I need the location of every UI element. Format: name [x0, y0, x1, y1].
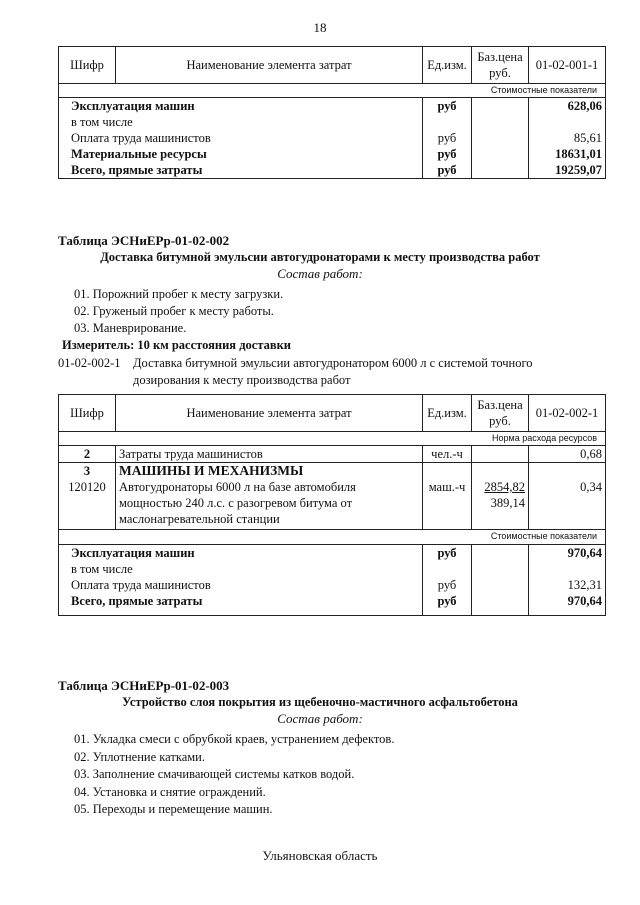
- row-name: Автогудронаторы 6000 л на базе автомобиля мощностью 240 л.с. с разогревом битума от маслонагревательной станции: [116, 479, 423, 530]
- operator-pay-label: Оплата труда машинистов: [59, 577, 423, 593]
- work-item: 02. Груженый пробег к месту работы.: [74, 304, 274, 318]
- section-heading-003: Устройство слоя покрытия из щебеночно-мастичного асфальтобетона: [122, 695, 518, 709]
- table-01-02-001: [58, 46, 606, 179]
- table-01-02-002: [58, 394, 606, 616]
- row-unit: чел.-ч: [423, 446, 472, 463]
- col-header-item-code: 01-02-001-1: [529, 47, 606, 84]
- machine-operation-label: Эксплуатация машин: [59, 98, 423, 115]
- item-code: 01-02-002-1: [58, 356, 121, 370]
- work-item: 04. Установка и снятие ограждений.: [74, 785, 266, 799]
- work-item: 01. Укладка смеси с обрубкой краев, устранением дефектов.: [74, 732, 395, 746]
- col-header-name: Наименование элемента затрат: [116, 395, 423, 432]
- work-item: 05. Переходы и перемещение машин.: [74, 802, 273, 816]
- total-direct-unit: руб: [423, 593, 472, 616]
- machine-operation-label: Эксплуатация машин: [59, 545, 423, 562]
- material-resources-label: Материальные ресурсы: [59, 146, 423, 162]
- cost-indicators-label: Стоимостные показатели: [59, 84, 606, 98]
- footer-region: Ульяновская область: [262, 848, 378, 863]
- table-title-002: Таблица ЭСНиЕРр-01-02-002: [58, 233, 230, 248]
- row-code: 120120: [59, 479, 116, 530]
- measure-label: Измеритель: 10 км расстояния доставки: [62, 338, 292, 352]
- total-direct-value: 970,64: [529, 593, 606, 616]
- operator-pay-value: 132,31: [529, 577, 606, 593]
- total-direct-label: Всего, прямые затраты: [59, 593, 423, 616]
- col-header-base-price: Баз.цена руб.: [472, 47, 529, 84]
- row-value: 0,68: [529, 446, 606, 463]
- col-header-name: Наименование элемента затрат: [116, 47, 423, 84]
- machine-operation-unit: руб: [423, 545, 472, 562]
- work-item: 02. Уплотнение катками.: [74, 750, 205, 764]
- total-direct-label: Всего, прямые затраты: [59, 162, 423, 179]
- col-header-code: Шифр: [59, 395, 116, 432]
- work-item: 03. Заполнение смачивающей системы катков водой.: [74, 767, 355, 781]
- row-code: 2: [59, 446, 116, 463]
- machine-operation-value: 628,06: [529, 98, 606, 115]
- material-resources-unit: руб: [423, 146, 472, 162]
- work-item: 03. Маневрирование.: [74, 321, 187, 335]
- col-header-unit: Ед.изм.: [423, 47, 472, 84]
- section-heading-002: Доставка битумной эмульсии автогудронаторами к месту производства работ: [100, 250, 540, 264]
- col-header-code: Шифр: [59, 47, 116, 84]
- item-description-line2: дозирования к месту производства работ: [133, 373, 351, 387]
- row-unit: маш.-ч: [423, 479, 472, 530]
- operator-pay-unit: руб: [423, 130, 472, 146]
- work-item: 01. Порожний пробег к месту загрузки.: [74, 287, 284, 301]
- incl-label: в том числе: [59, 561, 423, 577]
- row-code: 3: [59, 463, 116, 480]
- machine-operation-unit: руб: [423, 98, 472, 115]
- composition-label-003: Состав работ:: [277, 711, 363, 726]
- base-price-wage: 389,14: [490, 496, 525, 510]
- item-description-line1: Доставка битумной эмульсии автогудронатором 6000 л с системой точного: [133, 356, 533, 370]
- row-name: МАШИНЫ И МЕХАНИЗМЫ: [116, 463, 423, 480]
- operator-pay-value: 85,61: [529, 130, 606, 146]
- composition-label-002: Состав работ:: [277, 266, 363, 281]
- incl-label: в том числе: [59, 114, 423, 130]
- total-direct-unit: руб: [423, 162, 472, 179]
- total-direct-value: 19259,07: [529, 162, 606, 179]
- row-value: 0,34: [529, 479, 606, 530]
- page-number: 18: [313, 20, 327, 35]
- machine-operation-value: 970,64: [529, 545, 606, 562]
- col-header-base-price: Баз.цена руб.: [472, 395, 529, 432]
- col-header-unit: Ед.изм.: [423, 395, 472, 432]
- norm-label: Норма расхода ресурсов: [59, 432, 606, 446]
- base-price-total: 2854,82: [484, 480, 525, 494]
- material-resources-value: 18631,01: [529, 146, 606, 162]
- row-name: Затраты труда машинистов: [116, 446, 423, 463]
- table-title-003: Таблица ЭСНиЕРр-01-02-003: [58, 678, 230, 693]
- operator-pay-label: Оплата труда машинистов: [59, 130, 423, 146]
- cost-indicators-label: Стоимостные показатели: [59, 530, 606, 545]
- col-header-item-code: 01-02-002-1: [529, 395, 606, 432]
- operator-pay-unit: руб: [423, 577, 472, 593]
